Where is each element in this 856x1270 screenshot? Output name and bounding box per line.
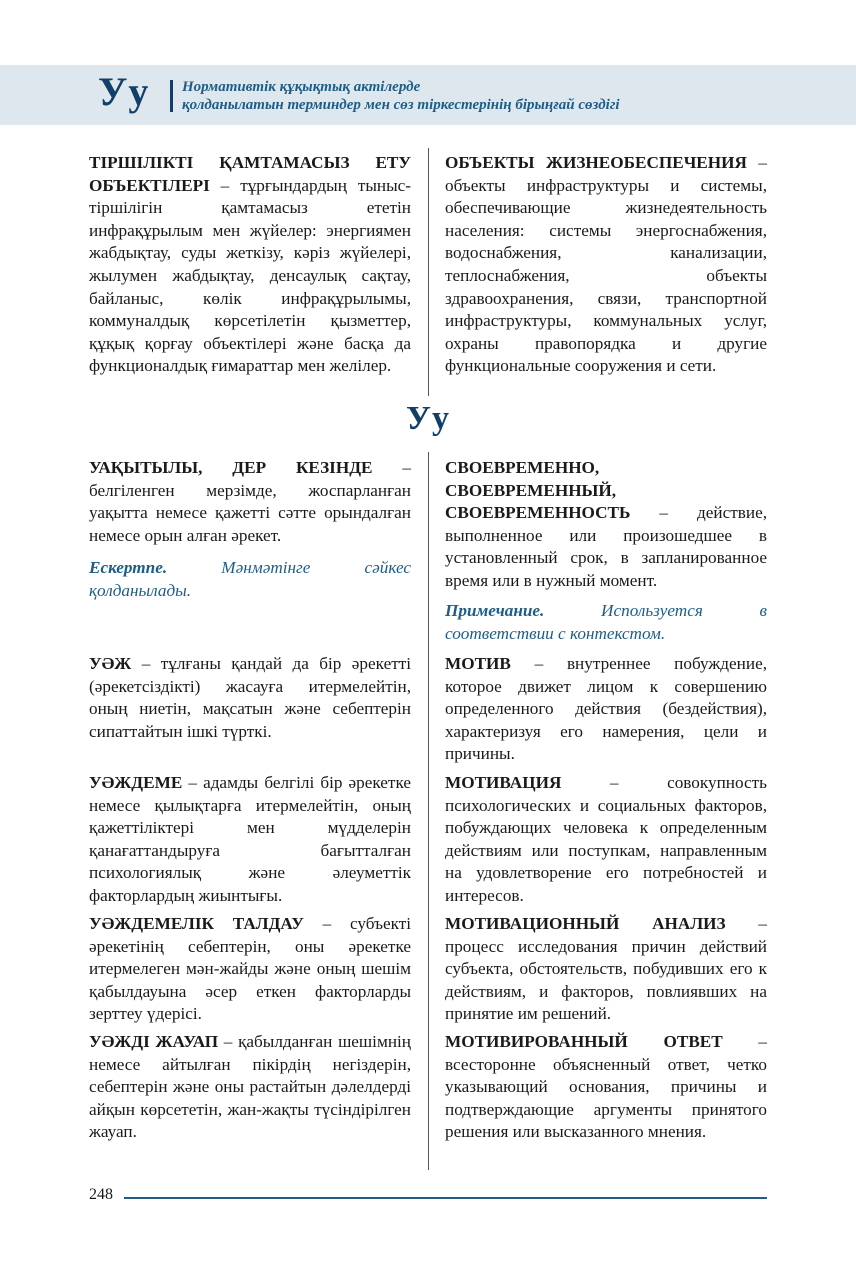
definition-ru: – внутреннее побуждение, которое движет лицом к совершению определенного действия (бездействия), характеризуя его намерения, цели и причины. bbox=[445, 654, 767, 764]
header-title-line1: Нормативтік құқықтық актілерде bbox=[182, 79, 421, 95]
term-kz: УӘЖ bbox=[89, 654, 132, 673]
term-ru: ОБЪЕКТЫ ЖИЗНЕОБЕСПЕЧЕНИЯ bbox=[445, 153, 747, 172]
entry-kz bbox=[89, 653, 411, 743]
term-ru: МОТИВ bbox=[445, 654, 511, 673]
note-ru-heading: Примечание. bbox=[445, 601, 545, 620]
definition-ru: – действие, выполненное или произошедшее в установленный срок, в запланированное время или в нужный момент. bbox=[445, 503, 767, 590]
entry-ru bbox=[445, 152, 767, 378]
term-kz: ТІРШІЛІКТІ ҚАМТАМАСЫЗ ЕТУ ОБЪЕКТІЛЕРІ bbox=[89, 153, 411, 195]
definition-kz: – тұрғындардың тыныс-тіршілігін қамтамасыз ететін инфрақұрылым мен жүйелер: энергиямен жабдықтау, суды жеткізу, кәріз жүйелері, жылумен жабдықтау, денсаулық сақтау, байланыс, көлік инфрақұрылымы, коммуналдық көрсетілетін қызметтер, құқық қорғау объектілері және басқа да функционалдық ғимараттар мен желілер. bbox=[89, 175, 411, 376]
column-divider bbox=[428, 148, 429, 396]
term-kz: УӘЖДІ ЖАУАП bbox=[89, 1032, 219, 1051]
entry-ru bbox=[445, 772, 767, 908]
definition-kz: – тұлғаны қандай да бір әрекетті (әрекетсіздікті) жасауға итермелейтін, оның ниетін, мақсатын және себептерін сипаттайтын ішкі түрткі. bbox=[89, 654, 411, 741]
entry-kz bbox=[89, 457, 411, 547]
entry-kz bbox=[89, 152, 411, 378]
section-letter: Уу bbox=[406, 400, 450, 437]
entry-ru bbox=[445, 653, 767, 766]
header-title bbox=[182, 78, 620, 114]
term-ru: МОТИВАЦИЯ bbox=[445, 773, 562, 792]
definition-kz: – субъекті әрекетінің себептерін, оны әрекетке итермелеген мән-жайды және оның шешім қабылдауына әсер еткен факторларды зерттеу үдерісі. bbox=[89, 914, 411, 1024]
footer-rule bbox=[124, 1197, 767, 1199]
header-title-line2: қолданылатын терминдер мен сөз тіркестерінің бірыңғай сөздігі bbox=[182, 97, 620, 113]
definition-ru: – совокупность психологических и социальных факторов, побуждающих человека к определенным действиям или поступкам, направленным на удовлетворение его потребностей и интересов. bbox=[445, 773, 767, 905]
term-ru: МОТИВИРОВАННЫЙ ОТВЕТ bbox=[445, 1032, 723, 1051]
column-divider bbox=[428, 452, 429, 1170]
definition-ru: – всесторонне объясненный ответ, четко указывающий основания, причины и подтверждающие аргументы принятого решения или высказанного мнения. bbox=[445, 1032, 767, 1142]
note-kz-text: Мәнмәтінге сәйкес қолданылады. bbox=[89, 558, 411, 600]
entry-ru bbox=[445, 457, 767, 593]
definition-kz: – қабылданған шешімнің немесе айтылған пікірдің негіздерін, себептерін және оны растайтын дәлелдерді айқын көрсететін, жан-жақты түсіндірілген жауап. bbox=[89, 1032, 411, 1142]
entry-ru bbox=[445, 913, 767, 1026]
term-ru: СВОЕВРЕМЕННО, СВОЕВРЕМЕННЫЙ, СВОЕВРЕМЕННОСТЬ bbox=[445, 458, 631, 523]
definition-ru: – процесс исследования причин действий субъекта, обстоятельств, побудивших его к действиям, и факторов, повлиявших на принятие им решений. bbox=[445, 914, 767, 1024]
page-number: 248 bbox=[89, 1186, 113, 1203]
entry-kz bbox=[89, 913, 411, 1026]
note-ru-text: Используется в соответствии с контекстом. bbox=[445, 601, 767, 643]
note-kz-heading: Ескертпе. bbox=[89, 558, 168, 577]
header-letter: Уу bbox=[98, 69, 150, 114]
definition-ru: – объекты инфраструктуры и системы, обеспечивающие жизнедеятельность населения: системы энергоснабжения, водоснабжения, канализации, теплоснабжения, объекты здравоохранения, связи, транспортной инфраструктуры, коммунальных услуг, охраны правопорядка и другие функциональные сооружения и сети. bbox=[445, 153, 767, 376]
term-kz: УАҚЫТЫЛЫ, ДЕР КЕЗІНДЕ bbox=[89, 458, 373, 477]
entry-ru bbox=[445, 1031, 767, 1144]
note-ru bbox=[445, 600, 767, 645]
definition-kz: – белгіленген мерзімде, жоспарланған уақытта немесе қажетті сәтте орындалған немесе орын алған әрекет. bbox=[89, 458, 412, 545]
header-divider bbox=[170, 80, 173, 112]
term-ru: МОТИВАЦИОННЫЙ АНАЛИЗ bbox=[445, 914, 726, 933]
note-kz bbox=[89, 557, 411, 602]
term-kz: УӘЖДЕМЕ bbox=[89, 773, 183, 792]
definition-kz: – адамды белгілі бір әрекетке немесе қылықтарға итермелейтін, оның қажеттіліктері мен мүдделерін қанағаттандыруға бағытталған психологиялық және әлеуметтік факторлардың жиынтығы. bbox=[89, 773, 411, 905]
entry-kz bbox=[89, 772, 411, 908]
entry-kz bbox=[89, 1031, 411, 1144]
term-kz: УӘЖДЕМЕЛІК ТАЛДАУ bbox=[89, 914, 304, 933]
